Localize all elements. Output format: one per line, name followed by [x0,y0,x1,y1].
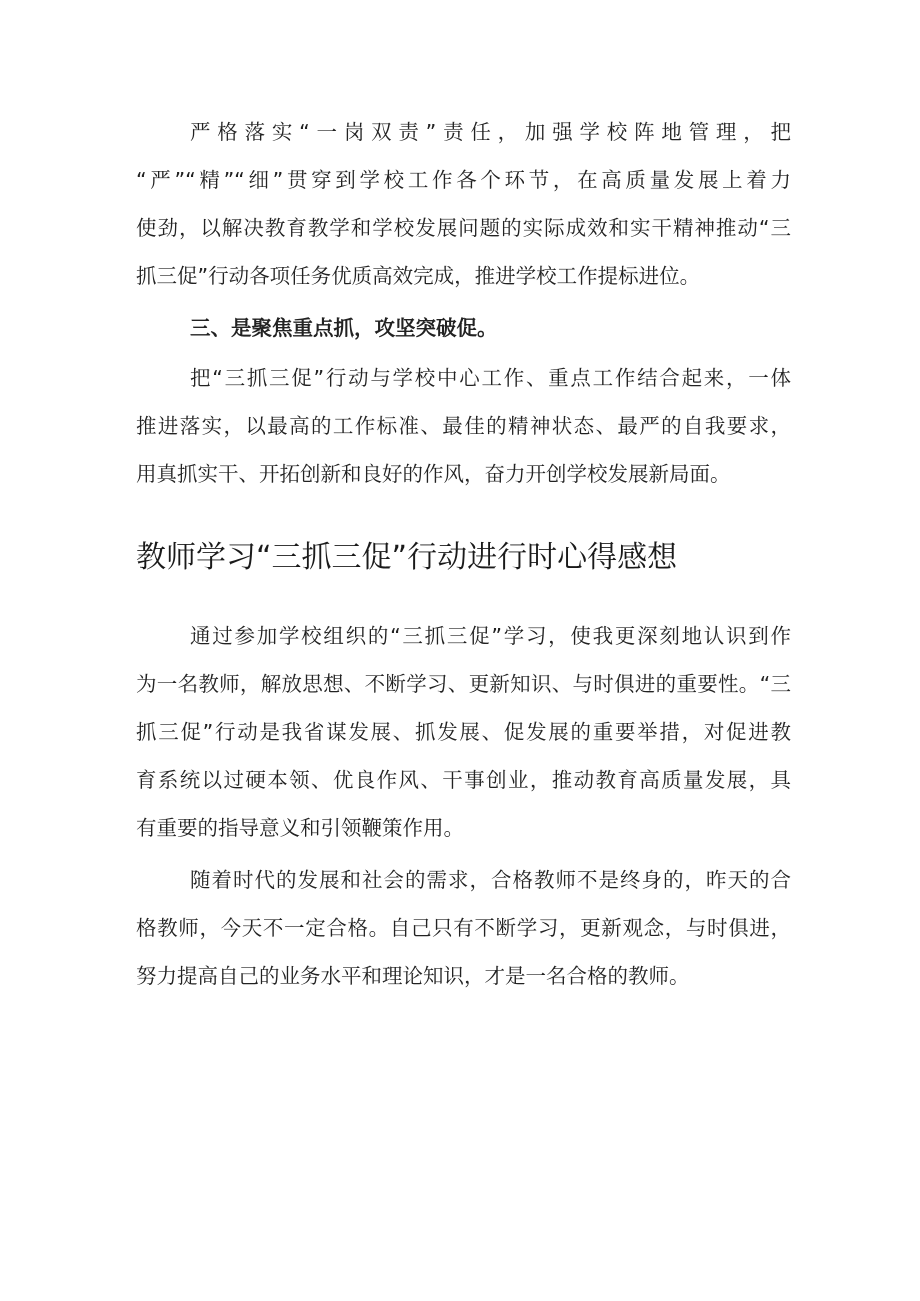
paragraph-line: 努力提高自己的业务水平和理论知识，才是一名合格的教师。 [136,964,690,988]
paragraph-line: 为一名教师，解放思想、不断学习、更新知识、与时俱进的重要性。“三 [136,672,791,696]
paragraph-line: 通过参加学校组织的“三抓三促”学习，使我更深刻地认识到作 [190,624,791,648]
paragraph-line: 随着时代的发展和社会的需求，合格教师不是终身的，昨天的合 [190,868,791,892]
paragraph-line: 使劲，以解决教育教学和学校发展问题的实际成效和实干精神推动“三 [136,216,791,240]
paragraph-line: 抓三促”行动是我省谋发展、抓发展、促发展的重要举措，对促进教 [136,720,791,744]
paragraph-line: 严格落实“一岗双责”责任，加强学校阵地管理，把 [190,120,791,144]
section-subheading: 三、是聚焦重点抓，攻坚突破促。 [190,316,498,340]
paragraph-line: 推进落实，以最高的工作标准、最佳的精神状态、最严的自我要求， [136,414,791,438]
paragraph-line: 用真抓实干、开拓创新和良好的作风，奋力开创学校发展新局面。 [136,462,731,486]
paragraph-line: 育系统以过硬本领、优良作风、干事创业，推动教育高质量发展，具 [136,768,791,792]
paragraph-line: 有重要的指导意义和引领鞭策作用。 [136,816,464,840]
article-title: 教师学习“三抓三促”行动进行时心得感想 [136,540,678,575]
paragraph-line: 抓三促”行动各项任务优质高效完成，推进学校工作提标进位。 [136,264,701,288]
paragraph-line: 格教师，今天不一定合格。自己只有不断学习，更新观念，与时俱进， [136,916,791,940]
paragraph-line: “严”“精”“细”贯穿到学校工作各个环节，在高质量发展上着力 [136,168,791,192]
paragraph-line: 把“三抓三促”行动与学校中心工作、重点工作结合起来，一体 [190,366,791,390]
